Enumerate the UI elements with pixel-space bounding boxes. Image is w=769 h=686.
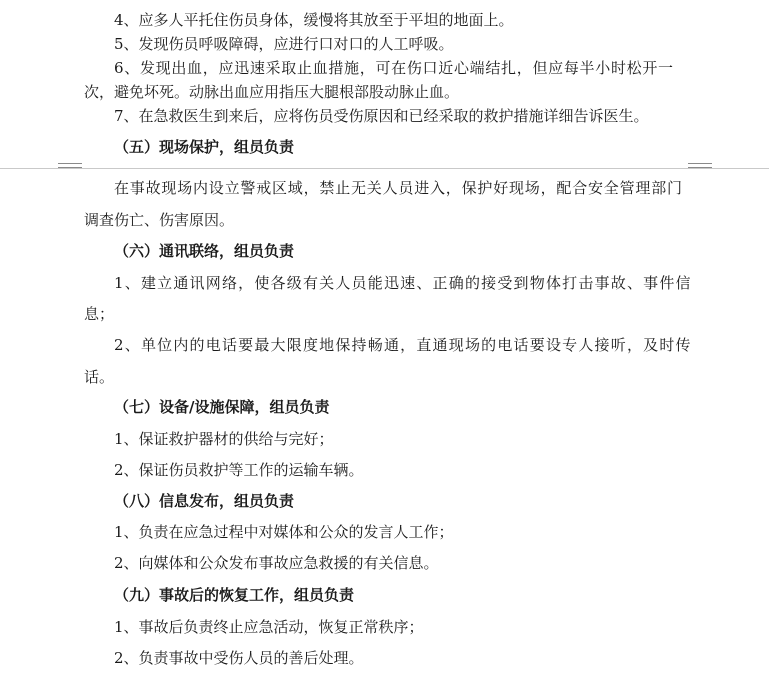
right-margin-mark: [688, 162, 712, 174]
section-7-line-1: 1、保证救护器材的供给与完好；: [114, 430, 334, 448]
top-item-4: 4、应多人平托住伤员身体，缓慢将其放至于平坦的地面上。: [114, 11, 514, 29]
section-5-line-1: 在事故现场内设立警戒区域，禁止无关人员进入，保护好现场，配合安全管理部门: [114, 179, 683, 197]
section-7-line-2: 2、保证伤员救护等工作的运输车辆。: [114, 461, 364, 479]
section-6-line-4: 话。: [84, 368, 115, 386]
section-6-line-3: 2、单位内的电话要最大限度地保持畅通，直通现场的电话要设专人接听，及时传: [114, 336, 692, 354]
top-item-6: 6、发现出血，应迅速采取止血措施，可在伤口近心端结扎，但应每半小时松开一: [114, 59, 674, 77]
section-6-heading: （六）通讯联络，组员负责: [114, 242, 295, 260]
top-item-7: 7、在急救医生到来后，应将伤员受伤原因和已经采取的救护措施详细告诉医生。: [114, 107, 649, 125]
section-9-line-2: 2、负责事故中受伤人员的善后处理。: [114, 649, 364, 667]
top-item-6-cont: 次，避免坏死。动脉出血应用指压大腿根部股动脉止血。: [84, 83, 460, 101]
section-8-heading: （八）信息发布，组员负责: [114, 492, 295, 510]
section-8-line-1: 1、负责在应急过程中对媒体和公众的发言人工作；: [114, 523, 454, 541]
section-5-line-2: 调查伤亡、伤害原因。: [84, 211, 235, 229]
page-break-line: [0, 168, 769, 169]
section-9-line-1: 1、事故后负责终止应急活动，恢复正常秩序；: [114, 618, 424, 636]
section-9-heading: （九）事故后的恢复工作，组员负责: [114, 586, 355, 604]
left-margin-mark: [58, 162, 82, 174]
top-item-5: 5、发现伤员呼吸障碍，应进行口对口的人工呼吸。: [114, 35, 454, 53]
section-5-heading: （五）现场保护，组员负责: [114, 138, 295, 156]
section-7-heading: （七）设备/设施保障，组员负责: [114, 398, 330, 416]
section-6-line-1: 1、建立通讯网络，使各级有关人员能迅速、正确的接受到物体打击事故、事件信: [114, 274, 692, 292]
section-8-line-2: 2、向媒体和公众发布事故应急救援的有关信息。: [114, 554, 439, 572]
section-6-line-2: 息；: [84, 305, 115, 323]
